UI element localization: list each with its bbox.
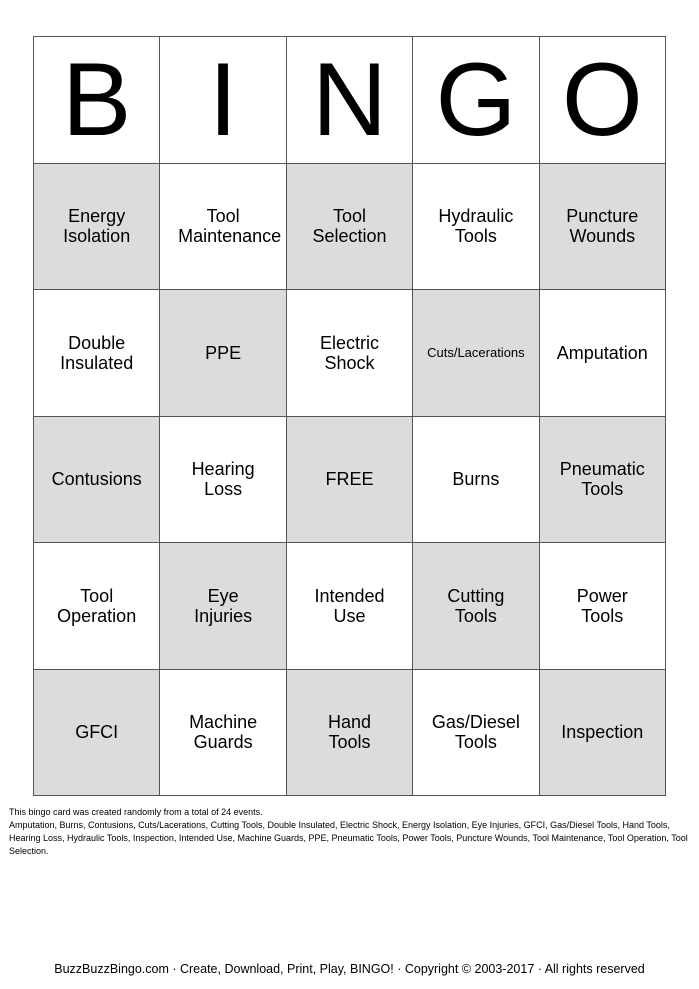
square-label: Tool Maintenance	[178, 206, 282, 247]
square-label: Intended Use	[314, 585, 385, 626]
free-square	[287, 417, 413, 544]
bingo-square	[160, 164, 286, 291]
square-label: Gas/Diesel Tools	[431, 712, 520, 753]
card-info-summary: This bingo card was created randomly from a total of 24 events.	[9, 807, 263, 817]
square-label: Eye Injuries	[194, 585, 253, 626]
bingo-letter-o: O	[540, 37, 666, 164]
bingo-square	[540, 290, 666, 417]
bingo-square	[540, 543, 666, 670]
bingo-square	[34, 670, 160, 797]
square-label: Amputation	[556, 342, 648, 363]
bingo-letter-n: N	[287, 37, 413, 164]
square-label: Burns	[452, 469, 500, 490]
square-label: Cutting Tools	[447, 585, 505, 626]
bingo-square	[540, 417, 666, 544]
bingo-square	[413, 543, 539, 670]
square-label: FREE	[325, 469, 374, 490]
square-label: Hand Tools	[327, 712, 371, 753]
bingo-card	[33, 36, 666, 796]
bingo-square	[540, 670, 666, 797]
bingo-square	[413, 670, 539, 797]
bingo-square	[160, 417, 286, 544]
square-label: Cuts/Lacerations	[427, 344, 525, 360]
bingo-square	[287, 670, 413, 797]
bingo-square	[413, 164, 539, 291]
bingo-square	[160, 290, 286, 417]
square-label: Hydraulic Tools	[438, 206, 514, 247]
bingo-square	[160, 543, 286, 670]
bingo-letter-i: I	[160, 37, 286, 164]
bingo-square	[34, 164, 160, 291]
bingo-square	[287, 543, 413, 670]
square-label: PPE	[205, 342, 242, 363]
bingo-letter-b: B	[34, 37, 160, 164]
square-label: Hearing Loss	[191, 459, 255, 500]
bingo-square	[34, 543, 160, 670]
square-label: Machine Guards	[189, 712, 258, 753]
square-label: Contusions	[51, 469, 142, 490]
bingo-square	[287, 290, 413, 417]
square-label: Pneumatic Tools	[559, 459, 645, 500]
square-label: Electric Shock	[319, 332, 379, 373]
footer-copyright: BuzzBuzzBingo.com · Create, Download, Print, Play, BINGO! · Copyright © 2003-2017 · All rights reserved	[54, 962, 645, 976]
square-label: Double Insulated	[60, 332, 134, 373]
square-label: Tool Selection	[312, 206, 387, 247]
bingo-square	[540, 164, 666, 291]
bingo-square	[34, 290, 160, 417]
square-label: Energy Isolation	[63, 206, 131, 247]
square-label: Tool Operation	[57, 585, 137, 626]
bingo-square	[413, 417, 539, 544]
bingo-square	[160, 670, 286, 797]
square-label: GFCI	[75, 722, 119, 743]
bingo-letter-g: G	[413, 37, 539, 164]
bingo-square	[413, 290, 539, 417]
bingo-square	[287, 164, 413, 291]
square-label: Puncture Wounds	[566, 206, 639, 247]
square-label: Power Tools	[576, 585, 628, 626]
card-info-events: Amputation, Burns, Contusions, Cuts/Lacerations, Cutting Tools, Double Insulated, Electric Shock, Energy Isolation, Eye Injuries, GFCI, Gas/Diesel Tools, Hand Tools, Hearing Loss, Hydraulic Tools, Inspection, Intended Use, Machine Guards, PPE, Pneumatic Tools, Power Tools, Puncture Wounds, Tool Maintenance, Tool Operation, Tool Selection.	[9, 820, 688, 856]
square-label: Inspection	[561, 722, 644, 743]
bingo-square	[34, 417, 160, 544]
card-info	[9, 806, 691, 858]
